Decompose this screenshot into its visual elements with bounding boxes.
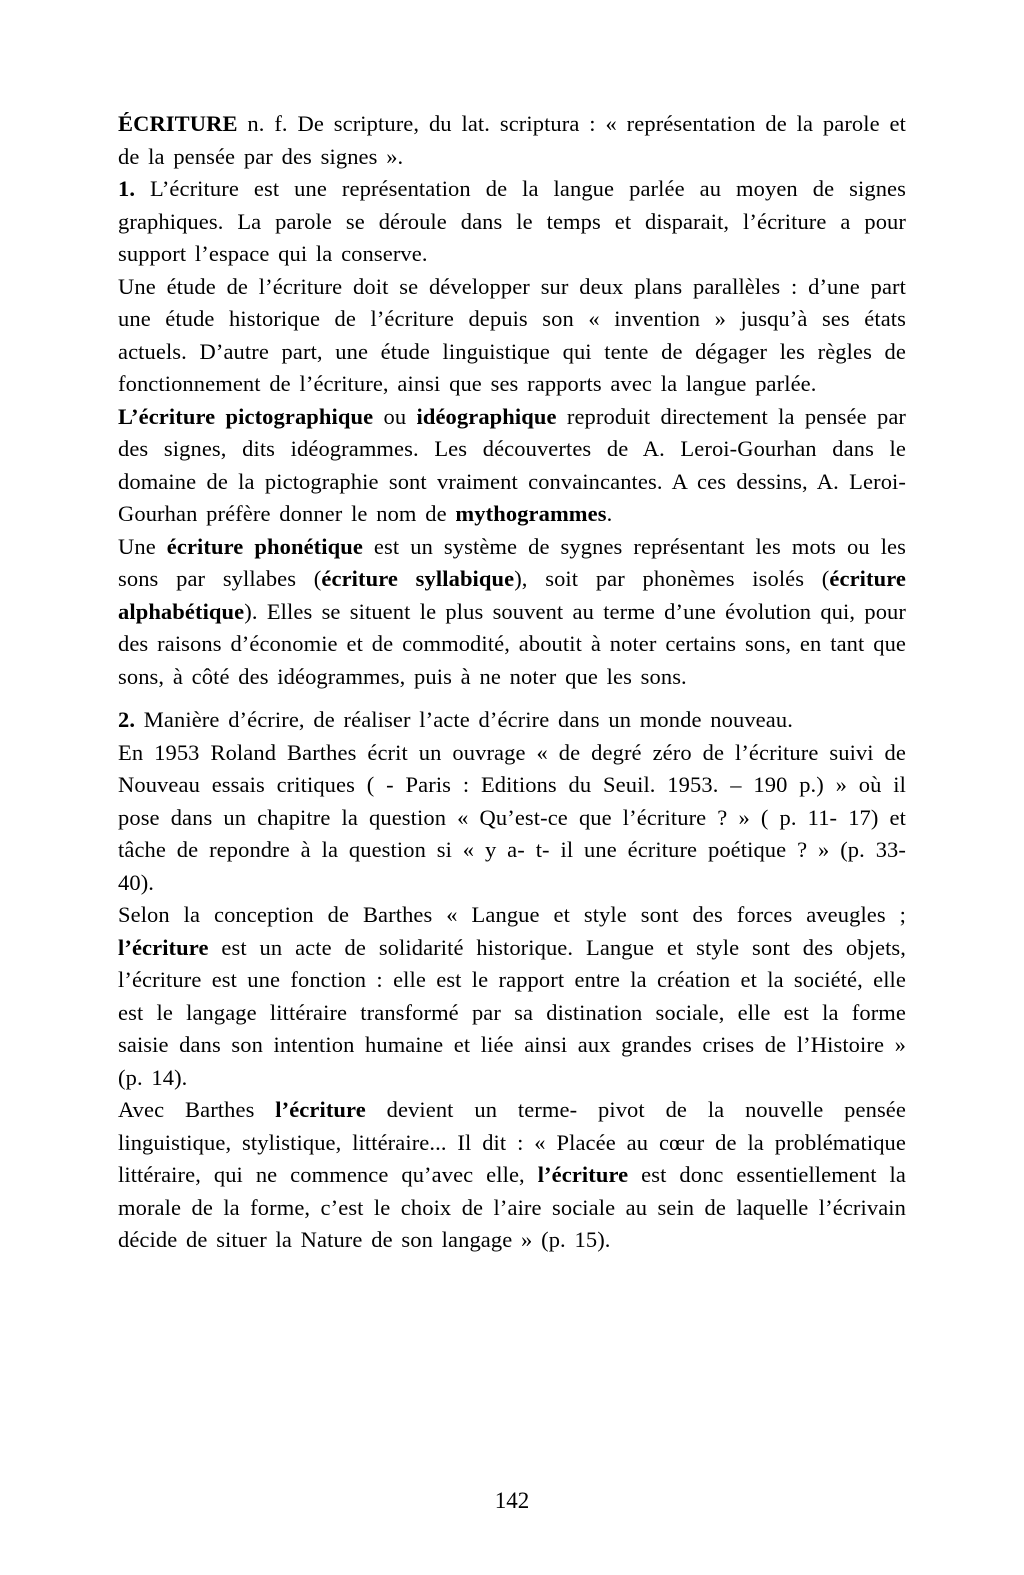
- paragraph: [118, 531, 906, 694]
- paragraph: [118, 737, 906, 900]
- paragraph: [118, 1094, 906, 1257]
- body-text: devient un terme- pivot de la nouvelle pensée linguistique, stylistique, littéraire... Il dit : « Placée au cœur de la problématique littéraire, qui ne commence qu’avec elle,: [118, 1097, 906, 1187]
- body-text: n. f. De scripture, du lat. scriptura : « représentation de la parole et de la pensée par des signes ».: [118, 111, 906, 169]
- bold-text: mythogrammes: [455, 501, 607, 526]
- body-text: Une: [118, 533, 167, 559]
- body-text: Avec Barthes: [118, 1097, 276, 1122]
- paragraph: [118, 401, 906, 531]
- paragraph: [118, 173, 906, 271]
- bold-text: écriture alphabétique: [118, 566, 906, 624]
- body-text: L’écriture est une représentation de la langue parlée au moyen de signes graphiques. La parole se déroule dans le temps et disparait, l’écriture a pour support l’espace qui la conserve.: [118, 176, 906, 266]
- body-text: est un acte de solidarité historique. Langue et style sont des objets, l’écriture est une fonction : elle est le rapport entre la création et la société, elle est le langage littéraire transformé par sa distination sociale, elle est la forme saisie dans son intention humaine et liée ainsi aux grandes crises de l’Histoire » (p. 14).: [118, 934, 906, 1090]
- body-text: ou: [373, 403, 417, 429]
- body-text: reproduit directement la pensée par des signes, dits idéogrammes. Les découvertes de A. Leroi-Gourhan dans le domaine de la pictographie sont vraiment convaincantes. A ces dessins, A. Leroi-Gourhan préfère donner le nom de: [118, 403, 906, 526]
- body-text: est un système de sygnes représentant les mots ou les sons par syllabes (: [118, 533, 906, 591]
- body-text: Une étude de l’écriture doit se développer sur deux plans parallèles : d’une part une étude historique de l’écriture depuis son « invention » jusqu’à ses états actuels. D’autre part, une étude linguistique qui tente de dégager les règles de fonctionnement de l’écriture, ainsi que ses rapports avec la langue parlée.: [118, 273, 906, 396]
- bold-text: l’écriture: [275, 1097, 366, 1122]
- bold-text: idéographique: [416, 403, 557, 429]
- paragraph: [118, 899, 906, 1094]
- bold-text: ÉCRITURE: [118, 111, 238, 136]
- body-text: ). Elles se situent le plus souvent au terme d’une évolution qui, pour des raisons d’économie et de commodité, aboutit à noter certains sons, en tant que sons, à côté des idéogrammes, puis à ne noter que les sons.: [118, 598, 906, 689]
- page-body: [118, 108, 906, 1257]
- page-number: 142: [494, 1488, 530, 1513]
- bold-text: l’écriture: [118, 934, 209, 960]
- body-text: En 1953 Roland Barthes écrit un ouvrage « de degré zéro de l’écriture suivi de Nouveau essais critiques ( - Paris : Editions du Seuil. 1953. – 190 p.) » où il pose dans un chapitre la question « Qu’est-ce que l’écriture ? » ( p. 11- 17) et tâche de repondre à la question si « y a- t- il une écriture poétique ? » (p. 33- 40).: [118, 739, 906, 895]
- bold-text: L’écriture pictographique: [118, 403, 374, 429]
- body-text: Selon la conception de Barthes « Langue et style sont des forces aveugles ;: [118, 902, 906, 927]
- paragraph: [118, 704, 906, 737]
- bold-text: l’écriture: [537, 1162, 629, 1187]
- bold-text: 1.: [118, 176, 136, 201]
- body-text: Manière d’écrire, de réaliser l’acte d’écrire dans un monde nouveau.: [135, 707, 793, 732]
- body-text: ), soit par phonèmes isolés (: [514, 566, 830, 591]
- body-text: .: [606, 501, 613, 526]
- paragraph: [118, 108, 906, 173]
- bold-text: écriture phonétique: [166, 533, 363, 559]
- bold-text: 2.: [118, 707, 136, 732]
- bold-text: écriture syllabique: [321, 566, 515, 591]
- body-text: est donc essentiellement la morale de la forme, c’est le choix de l’aire sociale au sein de laquelle l’écrivain décide de situer la Nature de son langage » (p. 15).: [118, 1162, 906, 1252]
- paragraph: [118, 271, 906, 401]
